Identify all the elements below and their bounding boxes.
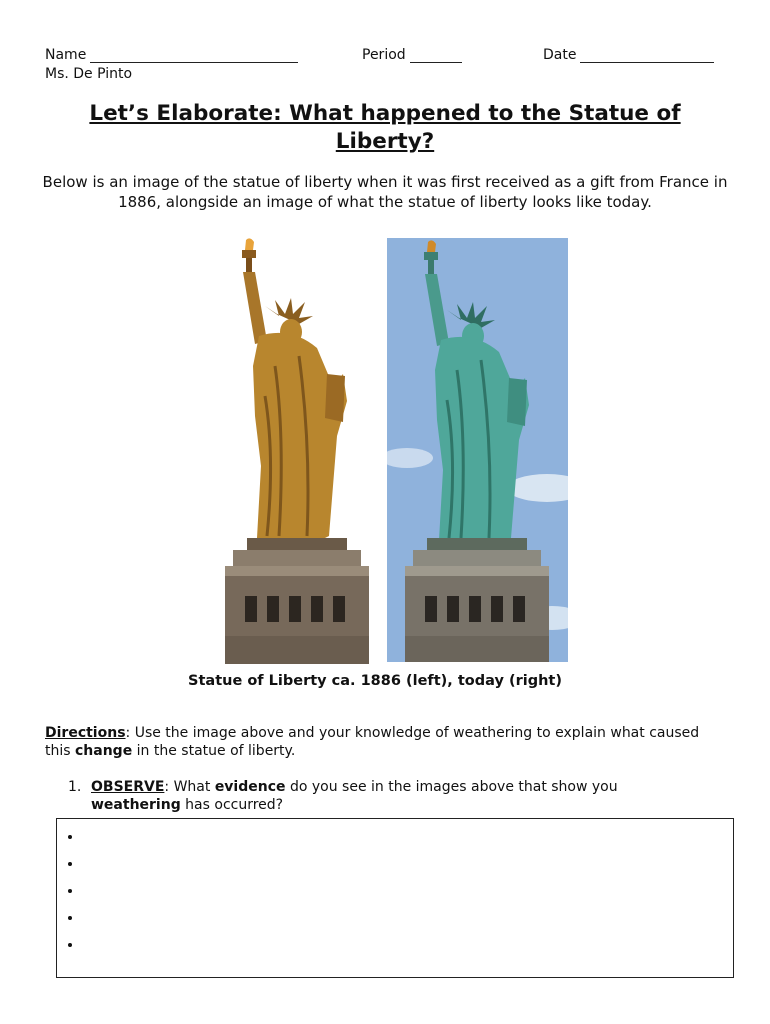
question-text-b: do you see in the images above that show you [285, 779, 618, 795]
statue-today-image [387, 238, 568, 662]
teacher-name: Ms. De Pinto [45, 66, 133, 82]
period-label: Period [362, 47, 406, 63]
question-text-a: : What [164, 779, 215, 795]
statue-1886-pedestal [225, 538, 369, 664]
intro-text: Below is an image of the statue of liberty when it was first received as a gift from France in 1886, alongside an image of what the statue of liberty looks like today. [42, 173, 728, 211]
date-label: Date [543, 47, 577, 63]
directions-text-a: : Use the image above and your knowledge of weathering to explain what caused this [45, 725, 700, 759]
question-1-text [91, 778, 691, 814]
question-bold-b: weathering [91, 797, 181, 813]
name-field[interactable] [45, 47, 298, 63]
directions-text [45, 724, 725, 760]
name-label: Name [45, 47, 87, 63]
directions-bold: change [75, 743, 133, 759]
statue-1886-image [215, 236, 375, 664]
answer-bullet-list[interactable] [69, 829, 83, 964]
statue-today-pedestal [405, 538, 549, 662]
period-line[interactable] [410, 48, 462, 63]
answer-box[interactable] [56, 818, 734, 978]
question-bold-a: evidence [214, 779, 286, 795]
name-line[interactable] [90, 48, 298, 63]
question-label: OBSERVE [91, 779, 165, 795]
date-line[interactable] [580, 48, 714, 63]
question-number: 1. [68, 779, 82, 795]
statue-1886-figure [242, 238, 347, 538]
question-text-c: has occurred? [180, 797, 284, 813]
period-field[interactable] [362, 47, 462, 63]
date-field[interactable] [543, 47, 714, 63]
directions-label: Directions [45, 725, 126, 741]
figure-caption: Statue of Liberty ca. 1886 (left), today (right) [188, 673, 562, 689]
page-title: Let’s Elaborate: What happened to the Statue of Liberty? [89, 101, 681, 154]
directions-text-b: in the statue of liberty. [132, 743, 296, 759]
